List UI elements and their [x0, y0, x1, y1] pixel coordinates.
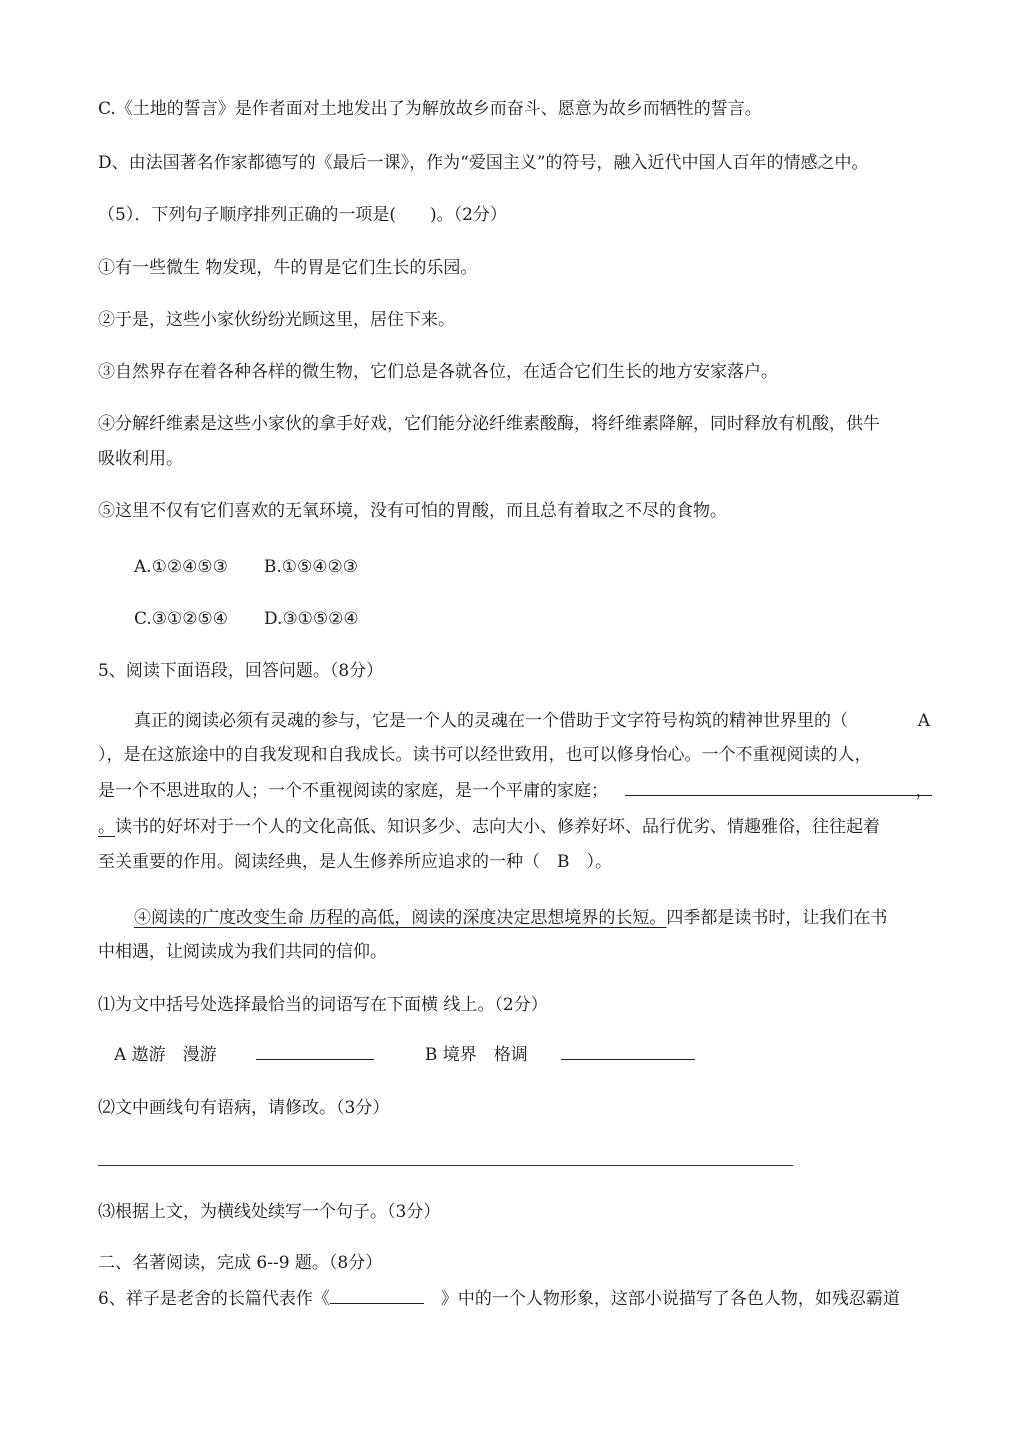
- section-2-title: 二、名著阅读，完成 6--9 题。（8分）: [98, 1253, 383, 1273]
- question-6-text: 6、祥子是老舍的长篇代表作《: [98, 1289, 330, 1309]
- answer-blank-b[interactable]: [561, 1043, 695, 1060]
- choice-d: D.③①⑤②④: [264, 609, 359, 629]
- book-title-blank[interactable]: [330, 1287, 424, 1304]
- answer-blank-a[interactable]: [256, 1043, 374, 1060]
- question-6: [98, 1287, 900, 1311]
- choice-c: C.③①②⑤④: [134, 609, 229, 629]
- option-d-text: D、由法国著名作家都德写的《最后一课》，作为“爱国主义”的符号，融入近代中国人百年的情感之中。: [98, 153, 869, 173]
- word-choice-a: A 遨游 漫游: [114, 1045, 217, 1065]
- question-5-stem: （5）．下列句子顺序排列正确的一项是( )。（2分）: [98, 205, 507, 225]
- blank-end-period: 。: [98, 817, 115, 837]
- continuation-blank[interactable]: [625, 779, 915, 796]
- passage-line-5: 至关重要的作用。阅读经典，是人生修养所应追求的一种（ B ）。: [98, 852, 612, 872]
- sub-question-3: ⑶根据上文，为横线处续写一个句子。（3分）: [98, 1202, 441, 1222]
- correction-answer-line[interactable]: [98, 1165, 793, 1166]
- sentence-1: ①有一些微生 物发现，牛的胃是它们生长的乐园。: [98, 258, 478, 278]
- blank-end-comma: ，: [915, 781, 933, 801]
- passage-text: 真正的阅读必须有灵魂的参与，它是一个人的灵魂在一个借助于文字符号构筑的精神世界里的（: [134, 711, 848, 731]
- passage-line-4: [98, 815, 880, 839]
- passage-para-2-line-1: [134, 906, 887, 930]
- passage-text: 读书的好坏对于一个人的文化高低、知识多少、志向大小、修养好坏、品行优劣、情趣雅俗，往往起着: [115, 817, 880, 837]
- passage-line-2: ），是在这旅途中的自我发现和自我成长。读书可以经世致用，也可以修身怡心。一个不重视阅读的人，: [98, 745, 872, 765]
- choice-row-2: [134, 607, 359, 631]
- passage-line-3: [98, 779, 932, 803]
- sub-question-1-answers: [114, 1043, 695, 1067]
- option-c-text: C.《土地的誓言》是作者面对土地发出了为解放故乡而奋斗、愿意为故乡而牺牲的誓言。: [98, 99, 762, 119]
- passage-para-2-line-2: 中相遇，让阅读成为我们共同的信仰。: [98, 942, 387, 962]
- passage-text: 四季都是读书时，让我们在书: [666, 908, 888, 928]
- sentence-4-line1: ④分解纤维素是这些小家伙的拿手好戏，它们能分泌纤维素酸酶，将纤维素降解，同时释放有机酸，供牛: [98, 414, 880, 434]
- word-choice-b: B 境界 格调: [424, 1045, 528, 1065]
- passage-line-1: [134, 709, 930, 733]
- flawed-sentence: ④阅读的广度改变生命 历程的高低，阅读的深度决定思想境界的长短。: [134, 908, 667, 928]
- question-6-text: 》中的一个人物形象，这部小说描写了各色人物，如残忍霸道: [440, 1289, 900, 1309]
- passage-text: 是一个不思进取的人；一个不重视阅读的家庭，是一个平庸的家庭；: [98, 781, 608, 801]
- sentence-2: ②于是，这些小家伙纷纷光顾这里，居住下来。: [98, 310, 455, 330]
- blank-a-label: A: [917, 711, 930, 731]
- choice-row-1: [134, 555, 358, 579]
- sentence-4-line2: 吸收利用。: [98, 449, 183, 469]
- sub-question-1: ⑴为文中括号处选择最恰当的词语写在下面横 线上。（2分）: [98, 995, 548, 1015]
- sentence-5: ⑤这里不仅有它们喜欢的无氧环境，没有可怕的胃酸，而且总有着取之不尽的食物。: [98, 501, 727, 521]
- sentence-3: ③自然界存在着各种各样的微生物，它们总是各就各位，在适合它们生长的地方安家落户。: [98, 362, 778, 382]
- choice-a: A.①②④⑤③: [134, 557, 228, 577]
- choice-b: B.①⑤④②③: [263, 557, 358, 577]
- sub-question-2: ⑵文中画线句有语病，请修改。（3分）: [98, 1098, 390, 1118]
- reading-question-title: 5、阅读下面语段，回答问题。（8分）: [98, 661, 384, 681]
